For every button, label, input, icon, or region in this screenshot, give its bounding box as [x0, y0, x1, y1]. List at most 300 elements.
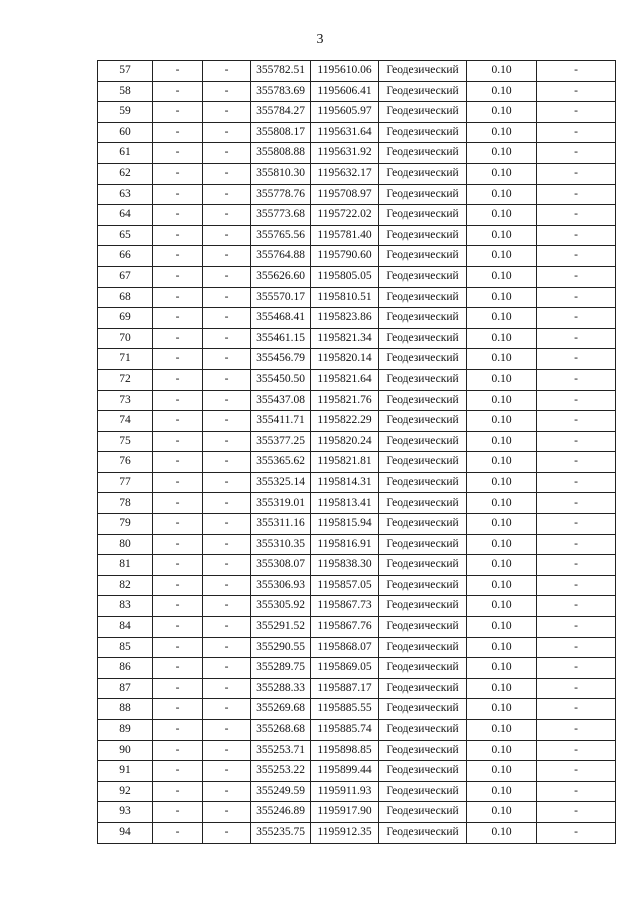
- column-c-cell: -: [203, 225, 251, 246]
- y-coordinate-cell: 1195821.34: [311, 328, 379, 349]
- point-number-cell: 85: [98, 637, 153, 658]
- column-extra-cell: -: [537, 472, 616, 493]
- method-cell: Геодезический: [379, 720, 467, 741]
- column-extra-cell: -: [537, 61, 616, 82]
- y-coordinate-cell: 1195822.29: [311, 411, 379, 432]
- column-c-cell: -: [203, 452, 251, 473]
- point-number-cell: 70: [98, 328, 153, 349]
- method-cell: Геодезический: [379, 699, 467, 720]
- table-row: [98, 452, 616, 473]
- coordinates-table: [97, 60, 616, 844]
- x-coordinate-cell: 355288.33: [251, 678, 311, 699]
- y-coordinate-cell: 1195912.35: [311, 822, 379, 843]
- column-extra-cell: -: [537, 699, 616, 720]
- column-b-cell: -: [153, 514, 203, 535]
- accuracy-cell: 0.10: [467, 493, 537, 514]
- column-extra-cell: -: [537, 369, 616, 390]
- method-cell: Геодезический: [379, 143, 467, 164]
- column-extra-cell: -: [537, 720, 616, 741]
- column-c-cell: -: [203, 266, 251, 287]
- x-coordinate-cell: 355773.68: [251, 205, 311, 226]
- x-coordinate-cell: 355784.27: [251, 102, 311, 123]
- table-row: [98, 308, 616, 329]
- column-b-cell: -: [153, 349, 203, 370]
- accuracy-cell: 0.10: [467, 225, 537, 246]
- column-b-cell: -: [153, 61, 203, 82]
- column-c-cell: -: [203, 431, 251, 452]
- column-b-cell: -: [153, 617, 203, 638]
- x-coordinate-cell: 355310.35: [251, 534, 311, 555]
- x-coordinate-cell: 355782.51: [251, 61, 311, 82]
- column-c-cell: -: [203, 802, 251, 823]
- point-number-cell: 83: [98, 596, 153, 617]
- column-b-cell: -: [153, 555, 203, 576]
- column-b-cell: -: [153, 493, 203, 514]
- column-c-cell: -: [203, 328, 251, 349]
- column-c-cell: -: [203, 822, 251, 843]
- column-b-cell: -: [153, 411, 203, 432]
- column-extra-cell: -: [537, 122, 616, 143]
- table-row: [98, 61, 616, 82]
- x-coordinate-cell: 355437.08: [251, 390, 311, 411]
- method-cell: Геодезический: [379, 122, 467, 143]
- column-extra-cell: -: [537, 205, 616, 226]
- table-row: [98, 266, 616, 287]
- column-c-cell: -: [203, 163, 251, 184]
- table-row: [98, 431, 616, 452]
- column-extra-cell: -: [537, 349, 616, 370]
- x-coordinate-cell: 355570.17: [251, 287, 311, 308]
- column-b-cell: -: [153, 287, 203, 308]
- x-coordinate-cell: 355305.92: [251, 596, 311, 617]
- accuracy-cell: 0.10: [467, 349, 537, 370]
- accuracy-cell: 0.10: [467, 617, 537, 638]
- y-coordinate-cell: 1195917.90: [311, 802, 379, 823]
- point-number-cell: 92: [98, 781, 153, 802]
- accuracy-cell: 0.10: [467, 61, 537, 82]
- column-c-cell: -: [203, 514, 251, 535]
- column-extra-cell: -: [537, 781, 616, 802]
- point-number-cell: 86: [98, 658, 153, 679]
- column-b-cell: -: [153, 390, 203, 411]
- column-extra-cell: -: [537, 431, 616, 452]
- table-row: [98, 205, 616, 226]
- x-coordinate-cell: 355365.62: [251, 452, 311, 473]
- accuracy-cell: 0.10: [467, 740, 537, 761]
- point-number-cell: 87: [98, 678, 153, 699]
- column-extra-cell: -: [537, 163, 616, 184]
- point-number-cell: 57: [98, 61, 153, 82]
- method-cell: Геодезический: [379, 225, 467, 246]
- accuracy-cell: 0.10: [467, 802, 537, 823]
- x-coordinate-cell: 355626.60: [251, 266, 311, 287]
- column-c-cell: -: [203, 617, 251, 638]
- table-row: [98, 822, 616, 843]
- column-extra-cell: -: [537, 534, 616, 555]
- y-coordinate-cell: 1195722.02: [311, 205, 379, 226]
- column-c-cell: -: [203, 349, 251, 370]
- table-body: [98, 61, 616, 844]
- column-b-cell: -: [153, 472, 203, 493]
- column-extra-cell: -: [537, 452, 616, 473]
- table-row: [98, 514, 616, 535]
- column-b-cell: -: [153, 678, 203, 699]
- column-extra-cell: -: [537, 225, 616, 246]
- x-coordinate-cell: 355450.50: [251, 369, 311, 390]
- point-number-cell: 60: [98, 122, 153, 143]
- accuracy-cell: 0.10: [467, 534, 537, 555]
- y-coordinate-cell: 1195911.93: [311, 781, 379, 802]
- point-number-cell: 65: [98, 225, 153, 246]
- y-coordinate-cell: 1195867.73: [311, 596, 379, 617]
- table-row: [98, 369, 616, 390]
- column-extra-cell: -: [537, 596, 616, 617]
- table-row: [98, 781, 616, 802]
- x-coordinate-cell: 355311.16: [251, 514, 311, 535]
- method-cell: Геодезический: [379, 452, 467, 473]
- column-c-cell: -: [203, 287, 251, 308]
- x-coordinate-cell: 355253.71: [251, 740, 311, 761]
- column-c-cell: -: [203, 781, 251, 802]
- x-coordinate-cell: 355468.41: [251, 308, 311, 329]
- method-cell: Геодезический: [379, 472, 467, 493]
- column-b-cell: -: [153, 575, 203, 596]
- x-coordinate-cell: 355249.59: [251, 781, 311, 802]
- method-cell: Геодезический: [379, 617, 467, 638]
- column-extra-cell: -: [537, 328, 616, 349]
- x-coordinate-cell: 355461.15: [251, 328, 311, 349]
- table-row: [98, 802, 616, 823]
- point-number-cell: 73: [98, 390, 153, 411]
- y-coordinate-cell: 1195810.51: [311, 287, 379, 308]
- table-row: [98, 349, 616, 370]
- page-number: 3: [316, 32, 324, 47]
- column-c-cell: -: [203, 534, 251, 555]
- table-row: [98, 699, 616, 720]
- method-cell: Геодезический: [379, 514, 467, 535]
- x-coordinate-cell: 355377.25: [251, 431, 311, 452]
- x-coordinate-cell: 355808.88: [251, 143, 311, 164]
- table-row: [98, 493, 616, 514]
- point-number-cell: 71: [98, 349, 153, 370]
- y-coordinate-cell: 1195857.05: [311, 575, 379, 596]
- table-row: [98, 184, 616, 205]
- column-c-cell: -: [203, 143, 251, 164]
- column-extra-cell: -: [537, 514, 616, 535]
- column-b-cell: -: [153, 534, 203, 555]
- method-cell: Геодезический: [379, 102, 467, 123]
- point-number-cell: 79: [98, 514, 153, 535]
- column-b-cell: -: [153, 658, 203, 679]
- method-cell: Геодезический: [379, 349, 467, 370]
- column-c-cell: -: [203, 472, 251, 493]
- x-coordinate-cell: 355411.71: [251, 411, 311, 432]
- method-cell: Геодезический: [379, 266, 467, 287]
- column-c-cell: -: [203, 637, 251, 658]
- point-number-cell: 80: [98, 534, 153, 555]
- table-row: [98, 122, 616, 143]
- column-extra-cell: -: [537, 390, 616, 411]
- column-c-cell: -: [203, 555, 251, 576]
- method-cell: Геодезический: [379, 390, 467, 411]
- x-coordinate-cell: 355235.75: [251, 822, 311, 843]
- column-b-cell: -: [153, 781, 203, 802]
- column-c-cell: -: [203, 246, 251, 267]
- point-number-cell: 93: [98, 802, 153, 823]
- method-cell: Геодезический: [379, 637, 467, 658]
- point-number-cell: 69: [98, 308, 153, 329]
- column-b-cell: -: [153, 596, 203, 617]
- table-row: [98, 596, 616, 617]
- column-b-cell: -: [153, 184, 203, 205]
- point-number-cell: 81: [98, 555, 153, 576]
- column-c-cell: -: [203, 390, 251, 411]
- point-number-cell: 75: [98, 431, 153, 452]
- column-extra-cell: -: [537, 761, 616, 782]
- accuracy-cell: 0.10: [467, 514, 537, 535]
- column-b-cell: -: [153, 81, 203, 102]
- method-cell: Геодезический: [379, 184, 467, 205]
- y-coordinate-cell: 1195820.24: [311, 431, 379, 452]
- point-number-cell: 68: [98, 287, 153, 308]
- column-extra-cell: -: [537, 658, 616, 679]
- accuracy-cell: 0.10: [467, 822, 537, 843]
- accuracy-cell: 0.10: [467, 596, 537, 617]
- point-number-cell: 72: [98, 369, 153, 390]
- accuracy-cell: 0.10: [467, 122, 537, 143]
- table-row: [98, 411, 616, 432]
- method-cell: Геодезический: [379, 493, 467, 514]
- accuracy-cell: 0.10: [467, 184, 537, 205]
- point-number-cell: 63: [98, 184, 153, 205]
- point-number-cell: 89: [98, 720, 153, 741]
- table-row: [98, 678, 616, 699]
- x-coordinate-cell: 355764.88: [251, 246, 311, 267]
- accuracy-cell: 0.10: [467, 452, 537, 473]
- x-coordinate-cell: 355783.69: [251, 81, 311, 102]
- accuracy-cell: 0.10: [467, 761, 537, 782]
- method-cell: Геодезический: [379, 822, 467, 843]
- y-coordinate-cell: 1195815.94: [311, 514, 379, 535]
- column-b-cell: -: [153, 740, 203, 761]
- point-number-cell: 77: [98, 472, 153, 493]
- column-extra-cell: -: [537, 266, 616, 287]
- column-b-cell: -: [153, 328, 203, 349]
- column-c-cell: -: [203, 205, 251, 226]
- column-b-cell: -: [153, 452, 203, 473]
- table-row: [98, 534, 616, 555]
- x-coordinate-cell: 355268.68: [251, 720, 311, 741]
- x-coordinate-cell: 355290.55: [251, 637, 311, 658]
- y-coordinate-cell: 1195868.07: [311, 637, 379, 658]
- x-coordinate-cell: 355291.52: [251, 617, 311, 638]
- y-coordinate-cell: 1195821.76: [311, 390, 379, 411]
- column-b-cell: -: [153, 163, 203, 184]
- accuracy-cell: 0.10: [467, 637, 537, 658]
- column-b-cell: -: [153, 246, 203, 267]
- point-number-cell: 61: [98, 143, 153, 164]
- point-number-cell: 78: [98, 493, 153, 514]
- column-extra-cell: -: [537, 678, 616, 699]
- x-coordinate-cell: 355246.89: [251, 802, 311, 823]
- table-row: [98, 225, 616, 246]
- column-c-cell: -: [203, 678, 251, 699]
- y-coordinate-cell: 1195814.31: [311, 472, 379, 493]
- column-c-cell: -: [203, 575, 251, 596]
- method-cell: Геодезический: [379, 596, 467, 617]
- column-extra-cell: -: [537, 246, 616, 267]
- table-row: [98, 287, 616, 308]
- y-coordinate-cell: 1195899.44: [311, 761, 379, 782]
- column-extra-cell: -: [537, 308, 616, 329]
- column-c-cell: -: [203, 81, 251, 102]
- accuracy-cell: 0.10: [467, 328, 537, 349]
- x-coordinate-cell: 355289.75: [251, 658, 311, 679]
- point-number-cell: 66: [98, 246, 153, 267]
- y-coordinate-cell: 1195816.91: [311, 534, 379, 555]
- accuracy-cell: 0.10: [467, 163, 537, 184]
- table-row: [98, 761, 616, 782]
- y-coordinate-cell: 1195885.55: [311, 699, 379, 720]
- y-coordinate-cell: 1195632.17: [311, 163, 379, 184]
- accuracy-cell: 0.10: [467, 431, 537, 452]
- column-extra-cell: -: [537, 617, 616, 638]
- column-extra-cell: -: [537, 411, 616, 432]
- point-number-cell: 94: [98, 822, 153, 843]
- y-coordinate-cell: 1195606.41: [311, 81, 379, 102]
- table-row: [98, 81, 616, 102]
- x-coordinate-cell: 355456.79: [251, 349, 311, 370]
- y-coordinate-cell: 1195813.41: [311, 493, 379, 514]
- accuracy-cell: 0.10: [467, 205, 537, 226]
- y-coordinate-cell: 1195631.92: [311, 143, 379, 164]
- point-number-cell: 74: [98, 411, 153, 432]
- y-coordinate-cell: 1195605.97: [311, 102, 379, 123]
- method-cell: Геодезический: [379, 575, 467, 596]
- method-cell: Геодезический: [379, 740, 467, 761]
- y-coordinate-cell: 1195869.05: [311, 658, 379, 679]
- column-b-cell: -: [153, 699, 203, 720]
- column-c-cell: -: [203, 493, 251, 514]
- y-coordinate-cell: 1195781.40: [311, 225, 379, 246]
- accuracy-cell: 0.10: [467, 472, 537, 493]
- column-b-cell: -: [153, 802, 203, 823]
- y-coordinate-cell: 1195805.05: [311, 266, 379, 287]
- x-coordinate-cell: 355306.93: [251, 575, 311, 596]
- x-coordinate-cell: 355269.68: [251, 699, 311, 720]
- column-extra-cell: -: [537, 555, 616, 576]
- method-cell: Геодезический: [379, 761, 467, 782]
- column-extra-cell: -: [537, 740, 616, 761]
- point-number-cell: 64: [98, 205, 153, 226]
- column-extra-cell: -: [537, 102, 616, 123]
- column-c-cell: -: [203, 761, 251, 782]
- column-extra-cell: -: [537, 822, 616, 843]
- column-extra-cell: -: [537, 81, 616, 102]
- table-row: [98, 143, 616, 164]
- accuracy-cell: 0.10: [467, 369, 537, 390]
- column-b-cell: -: [153, 122, 203, 143]
- x-coordinate-cell: 355253.22: [251, 761, 311, 782]
- y-coordinate-cell: 1195821.81: [311, 452, 379, 473]
- column-b-cell: -: [153, 761, 203, 782]
- column-extra-cell: -: [537, 575, 616, 596]
- column-c-cell: -: [203, 308, 251, 329]
- method-cell: Геодезический: [379, 534, 467, 555]
- column-extra-cell: -: [537, 287, 616, 308]
- column-b-cell: -: [153, 102, 203, 123]
- column-c-cell: -: [203, 102, 251, 123]
- column-extra-cell: -: [537, 493, 616, 514]
- table-row: [98, 390, 616, 411]
- column-b-cell: -: [153, 225, 203, 246]
- method-cell: Геодезический: [379, 411, 467, 432]
- method-cell: Геодезический: [379, 555, 467, 576]
- point-number-cell: 91: [98, 761, 153, 782]
- table-row: [98, 246, 616, 267]
- y-coordinate-cell: 1195838.30: [311, 555, 379, 576]
- method-cell: Геодезический: [379, 205, 467, 226]
- table-row: [98, 163, 616, 184]
- column-b-cell: -: [153, 369, 203, 390]
- method-cell: Геодезический: [379, 802, 467, 823]
- point-number-cell: 62: [98, 163, 153, 184]
- y-coordinate-cell: 1195887.17: [311, 678, 379, 699]
- accuracy-cell: 0.10: [467, 246, 537, 267]
- x-coordinate-cell: 355808.17: [251, 122, 311, 143]
- method-cell: Геодезический: [379, 246, 467, 267]
- x-coordinate-cell: 355325.14: [251, 472, 311, 493]
- column-c-cell: -: [203, 699, 251, 720]
- y-coordinate-cell: 1195610.06: [311, 61, 379, 82]
- method-cell: Геодезический: [379, 369, 467, 390]
- accuracy-cell: 0.10: [467, 658, 537, 679]
- column-c-cell: -: [203, 122, 251, 143]
- table-row: [98, 472, 616, 493]
- method-cell: Геодезический: [379, 658, 467, 679]
- y-coordinate-cell: 1195823.86: [311, 308, 379, 329]
- table-row: [98, 658, 616, 679]
- table-row: [98, 328, 616, 349]
- y-coordinate-cell: 1195898.85: [311, 740, 379, 761]
- column-c-cell: -: [203, 411, 251, 432]
- column-extra-cell: -: [537, 802, 616, 823]
- x-coordinate-cell: 355765.56: [251, 225, 311, 246]
- accuracy-cell: 0.10: [467, 266, 537, 287]
- y-coordinate-cell: 1195885.74: [311, 720, 379, 741]
- method-cell: Геодезический: [379, 431, 467, 452]
- table-row: [98, 637, 616, 658]
- table-row: [98, 617, 616, 638]
- point-number-cell: 67: [98, 266, 153, 287]
- accuracy-cell: 0.10: [467, 555, 537, 576]
- column-extra-cell: -: [537, 637, 616, 658]
- table-row: [98, 575, 616, 596]
- x-coordinate-cell: 355810.30: [251, 163, 311, 184]
- point-number-cell: 90: [98, 740, 153, 761]
- y-coordinate-cell: 1195820.14: [311, 349, 379, 370]
- accuracy-cell: 0.10: [467, 699, 537, 720]
- point-number-cell: 58: [98, 81, 153, 102]
- column-c-cell: -: [203, 720, 251, 741]
- column-c-cell: -: [203, 740, 251, 761]
- column-b-cell: -: [153, 637, 203, 658]
- table-row: [98, 102, 616, 123]
- y-coordinate-cell: 1195867.76: [311, 617, 379, 638]
- column-b-cell: -: [153, 143, 203, 164]
- x-coordinate-cell: 355778.76: [251, 184, 311, 205]
- accuracy-cell: 0.10: [467, 143, 537, 164]
